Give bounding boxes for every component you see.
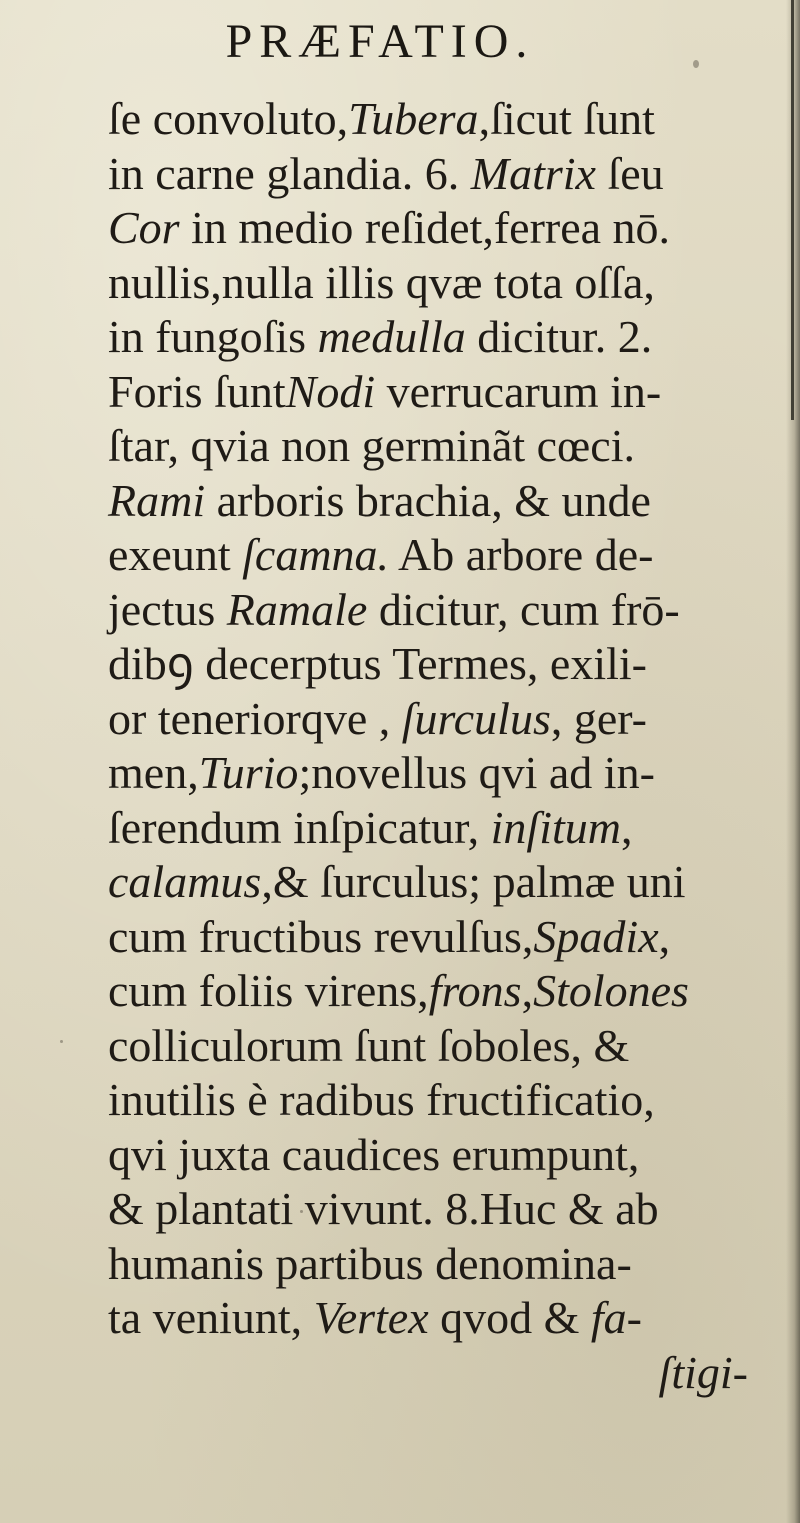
italic-term: calamus [108,856,262,907]
italic-term: Spadix [533,910,659,962]
text-run: exeunt [108,529,243,580]
text-run: ta veniunt, [108,1292,314,1343]
text-line [108,1073,788,1128]
text-run: ſtar, qvia non germinãt cœci. [108,420,635,471]
text-run: qvod & [428,1292,591,1343]
ink-speck [300,1210,303,1213]
text-run: ſeu [595,147,664,199]
text-run: qvi juxta caudices erumpunt, [108,1128,640,1180]
text-line [108,855,788,910]
text-run: in fungoſis [108,311,318,362]
text-run: , [658,910,671,962]
italic-term: Tubera [348,93,479,144]
text-line [108,1182,788,1237]
text-run: nullis,nulla illis qvæ tota oſſa, [108,256,655,308]
italic-term: Rami [108,474,206,526]
italic-term: Nodi [285,365,376,417]
text-run: , ger- [550,692,647,744]
running-header: PRÆFATIO. [225,15,535,68]
text-line [108,637,788,692]
text-run: ſerendum inſpicatur, [108,801,491,853]
italic-term: ſurculus [401,692,551,744]
text-line [108,1291,788,1346]
text-line [108,147,788,202]
page-edge-line [791,0,794,420]
text-run: men, [108,747,199,798]
text-line [108,474,788,529]
text-run: verrucarum in- [375,365,662,417]
body-text [108,92,788,1400]
text-run: Ab arbore de- [389,529,654,580]
text-run: ſe convoluto, [108,93,349,144]
text-run: humanis partibus denomina- [108,1237,632,1289]
text-run: colliculorum ſunt ſoboles, & [108,1019,630,1071]
text-run: in medio reſidet,ferrea nō. [179,202,671,253]
text-run: ,ſicut ſunt [478,93,655,144]
text-run: ;novellus qvi ad in- [298,747,655,798]
ink-speck [693,60,699,68]
text-run: dicitur. 2. [465,311,653,362]
text-line [108,692,788,747]
italic-term: ſtigi- [658,1346,748,1398]
text-line [108,910,788,965]
italic-term: Stolones [533,965,689,1016]
text-line [108,583,788,638]
text-line [108,528,788,583]
italic-term: medulla [317,311,466,362]
text-line [108,92,788,147]
text-run: arboris brachia, & unde [205,474,651,526]
text-line [108,419,788,474]
text-line [108,746,788,801]
italic-term: Vertex [313,1292,429,1343]
text-run: inutilis è radibus fructificatio, [108,1074,655,1125]
italic-term: ſcamna. [242,529,390,580]
text-run: Foris ſunt [108,365,286,417]
text-line [108,310,788,365]
text-line [108,801,788,856]
text-line [108,1128,788,1183]
text-run: in carne glandia. 6. [108,147,471,199]
text-run: jectus [108,583,227,635]
text-run: & plantati vivunt. 8.Huc & ab [108,1183,659,1234]
text-run: ,& ſurculus; palmæ uni [261,856,686,907]
text-line [108,365,788,420]
text-line [108,256,788,311]
text-run: cum fructibus revulſus, [108,910,534,962]
text-run: cum foliis virens, [108,965,429,1016]
italic-term: frons [428,965,522,1016]
text-run: dibꝯ decerptus Termes, exili- [108,638,647,689]
text-run: , [621,801,633,853]
text-line [108,1019,788,1074]
text-line [108,1237,788,1292]
text-line [108,1346,788,1401]
ink-speck [60,1040,63,1043]
text-line [108,964,788,1019]
italic-term: Ramale [226,583,368,635]
italic-term: Matrix [470,147,596,199]
text-run: or teneriorqve , [108,692,402,744]
text-run: dicitur, cum frō- [367,583,680,635]
italic-term: Cor [108,202,180,253]
italic-term: inſitum [490,801,621,853]
text-line [108,201,788,256]
italic-term: Turio [198,747,299,798]
text-run: , [521,965,534,1016]
italic-term: fa- [590,1292,643,1343]
